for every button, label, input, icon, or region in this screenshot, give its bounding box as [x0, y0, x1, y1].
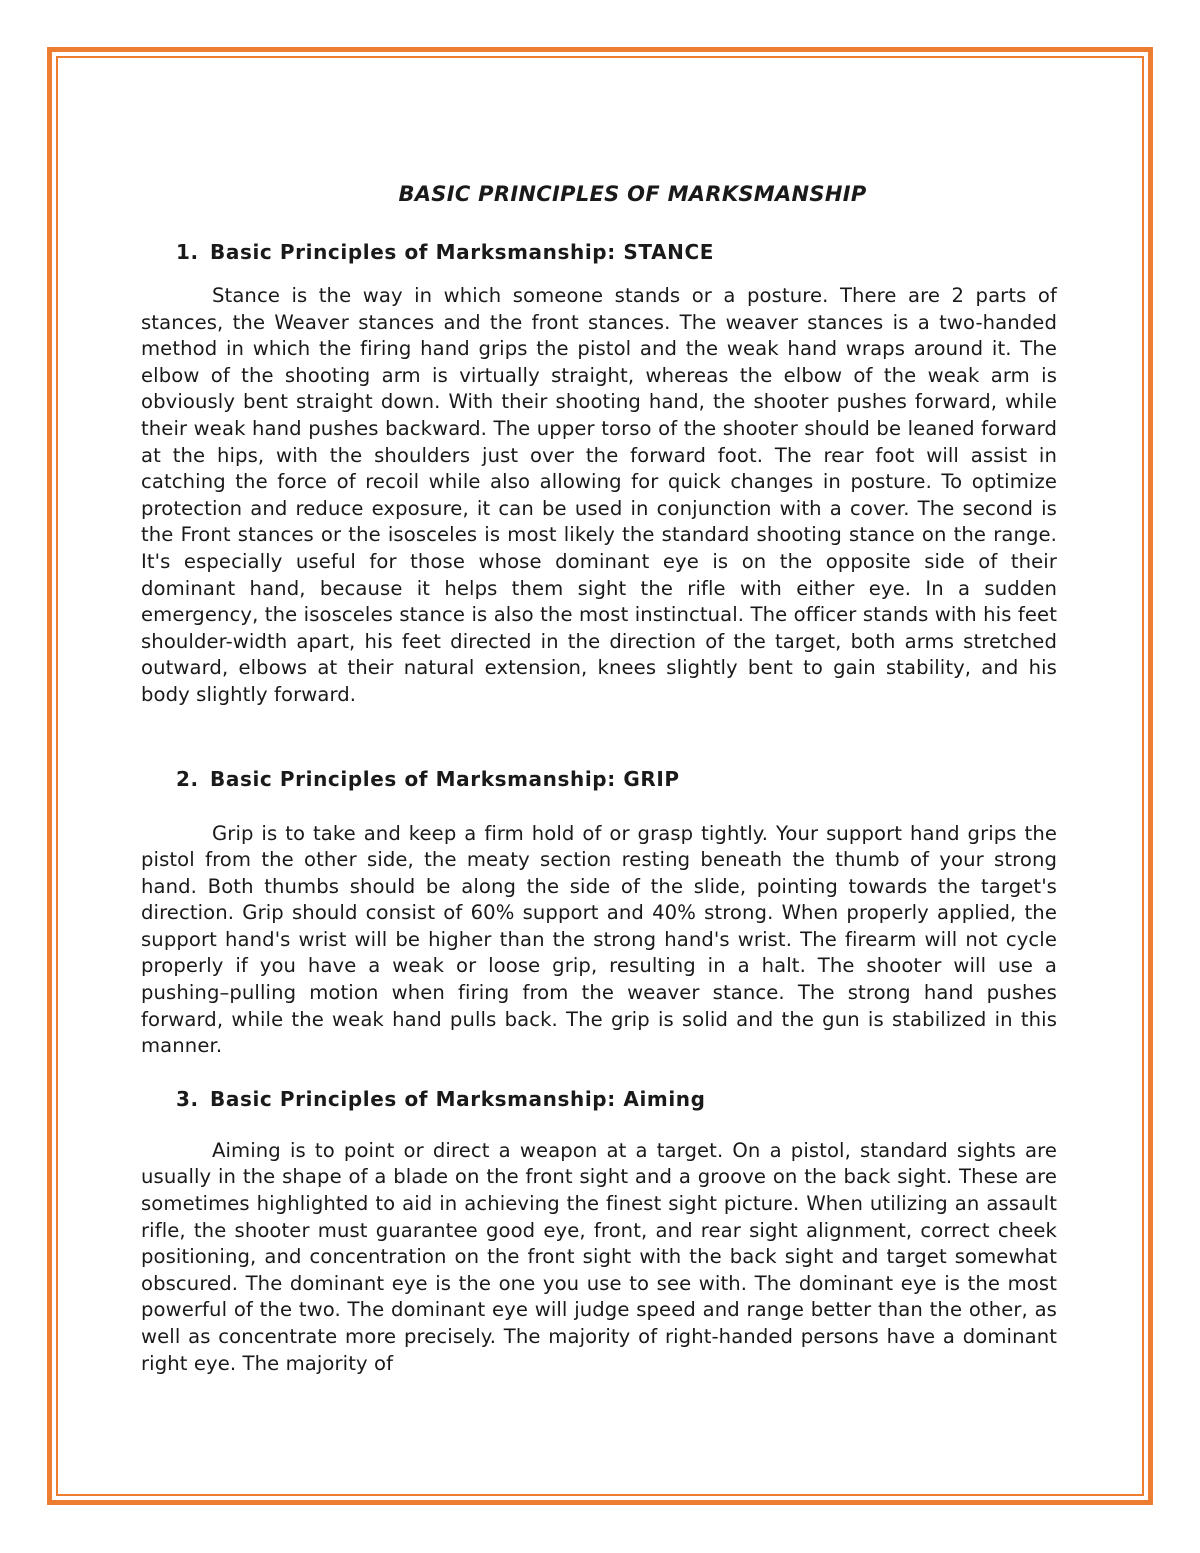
section-paragraph: Aiming is to point or direct a weapon at a target. On a pistol, standard sights are usually in the shape of a blade on the front sight and a groove on the back sight. These are sometimes highlighted to aid in achieving the finest sight picture. When utilizing an assault rifle, the shooter must guarantee good eye, front, and rear sight alignment, correct cheek positioning, and concentration on the front sight with the back sight and target somewhat obscured. The dominant eye is the one you use to see with. The dominant eye is the most powerful of the two. The dominant eye will judge speed and range better than the other, as well as concentrate more precisely. The majority of right-handed persons have a dominant right eye. The majority of [141, 1138, 1057, 1375]
section-heading-text: Basic Principles of Marksmanship: STANCE [210, 240, 715, 264]
section-heading [141, 1087, 1057, 1111]
document-body [141, 182, 1057, 1377]
section-paragraph: Stance is the way in which someone stands or a posture. There are 2 parts of stances, the Weaver stances and the front stances. The weaver stances is a two-handed method in which the firing hand grips the pistol and the weak hand wraps around it. The elbow of the shooting arm is virtually straight, whereas the elbow of the weak arm is obviously bent straight down. With their shooting hand, the shooter pushes forward, while their weak hand pushes backward. The upper torso of the shooter should be leaned forward at the hips, with the shoulders just over the forward foot. The rear foot will assist in catching the force of recoil while also allowing for quick changes in posture. To optimize protection and reduce exposure, it can be used in conjunction with a cover. The second is the Front stances or the isosceles is most likely the standard shooting stance on the range. It's especially useful for those whose dominant eye is on the opposite side of their dominant hand, because it helps them sight the rifle with either eye. In a sudden emergency, the isosceles stance is also the most instinctual. The officer stands with his feet shoulder-width apart, his feet directed in the direction of the target, both arms stretched outward, elbows at their natural extension, knees slightly bent to gain stability, and his body slightly forward. [141, 284, 1057, 706]
section-number: 2. [176, 766, 199, 791]
section-grip [141, 767, 1057, 1060]
section-heading [141, 240, 1057, 264]
document-title: BASIC PRINCIPLES OF MARKSMANSHIP [398, 182, 867, 206]
section-heading [141, 767, 1057, 791]
section-paragraph: Grip is to take and keep a firm hold of or grasp tightly. Your support hand grips the pistol from the other side, the meaty section resting beneath the thumb of your strong hand. Both thumbs should be along the side of the slide, pointing towards the target's direction. Grip should consist of 60% support and 40% strong. When properly applied, the support hand's wrist will be higher than the strong hand's wrist. The firearm will not cycle properly if you have a weak or loose grip, resulting in a halt. The shooter will use a pushing–pulling motion when firing from the weaver stance. The strong hand pushes forward, while the weak hand pulls back. The grip is solid and the gun is stabilized in this manner. [141, 821, 1057, 1058]
section-number: 3. [176, 1086, 199, 1111]
section-heading-text: Basic Principles of Marksmanship: Aiming [210, 1086, 706, 1111]
section-aiming [141, 1087, 1057, 1377]
section-number: 1. [176, 240, 199, 264]
section-heading-text: Basic Principles of Marksmanship: GRIP [210, 766, 680, 791]
section-stance [141, 240, 1057, 709]
